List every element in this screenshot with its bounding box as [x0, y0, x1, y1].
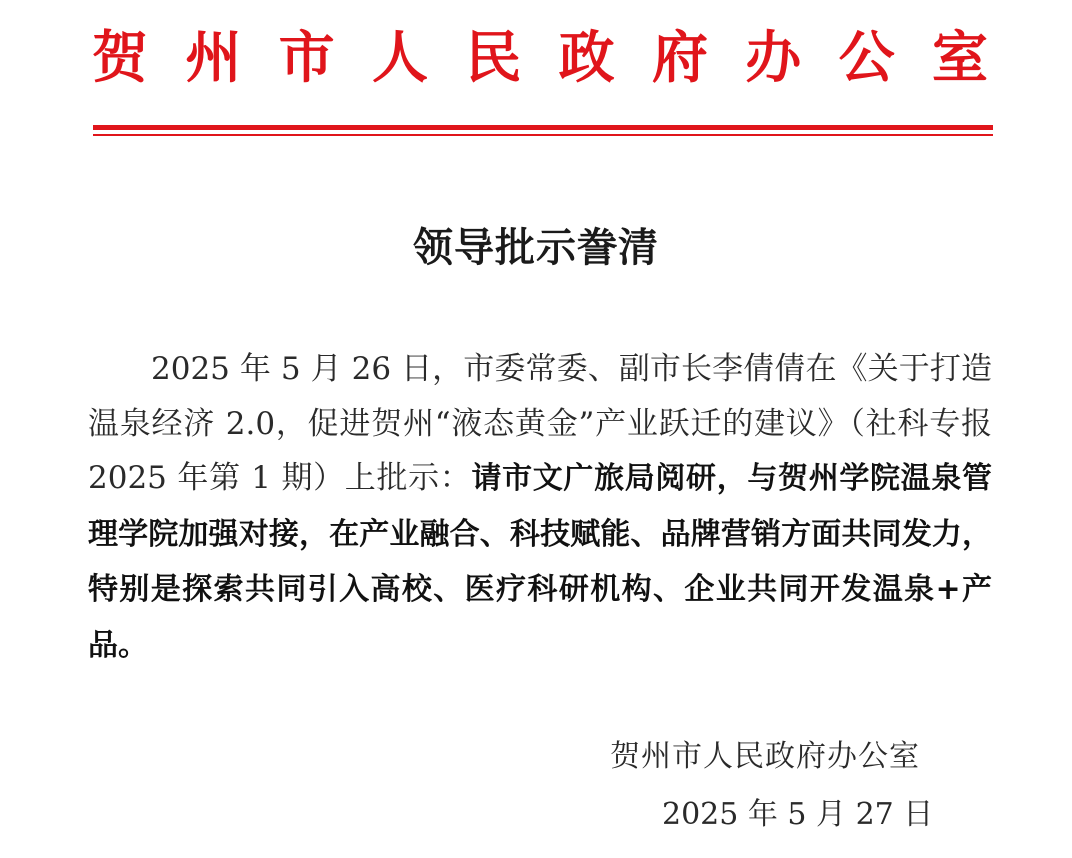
document-title: 领导批示誊清 — [413, 224, 659, 271]
issuer-signature: 贺州市人民政府办公室 — [610, 739, 920, 774]
body-instruction-text: 请市文广旅局阅研，与贺州学院温泉管理学院加强对接，在产业融合、科技赋能、品牌营销方面共同发力，特别是探索共同引入高校、医疗科研机构、企业共同开发温泉+产品。 — [88, 461, 992, 663]
issue-date: 2025 年 5 月 27 日 — [662, 797, 934, 832]
masthead-character: 州 — [185, 25, 242, 91]
masthead-character: 府 — [651, 25, 708, 91]
document-body — [88, 342, 992, 673]
masthead-character: 民 — [465, 25, 522, 91]
masthead-character: 政 — [558, 25, 615, 91]
body-intro-text: 2025 年 5 月 26 日，市委常委、副市长李倩倩在《关于打造温泉经济 2.0，促进贺州“液态黄金”产业跃迁的建议》（社科专报 2025 年第 1 期）上批示： — [88, 351, 992, 496]
masthead-character: 市 — [278, 25, 335, 91]
masthead-character: 人 — [371, 25, 428, 91]
masthead-title — [80, 22, 1000, 94]
masthead-divider-thick — [93, 125, 993, 130]
masthead-character: 室 — [931, 25, 988, 91]
masthead-character: 贺 — [92, 25, 148, 91]
masthead-divider-thin — [93, 134, 993, 136]
masthead-character: 办 — [745, 25, 802, 91]
masthead-character: 公 — [838, 25, 895, 91]
